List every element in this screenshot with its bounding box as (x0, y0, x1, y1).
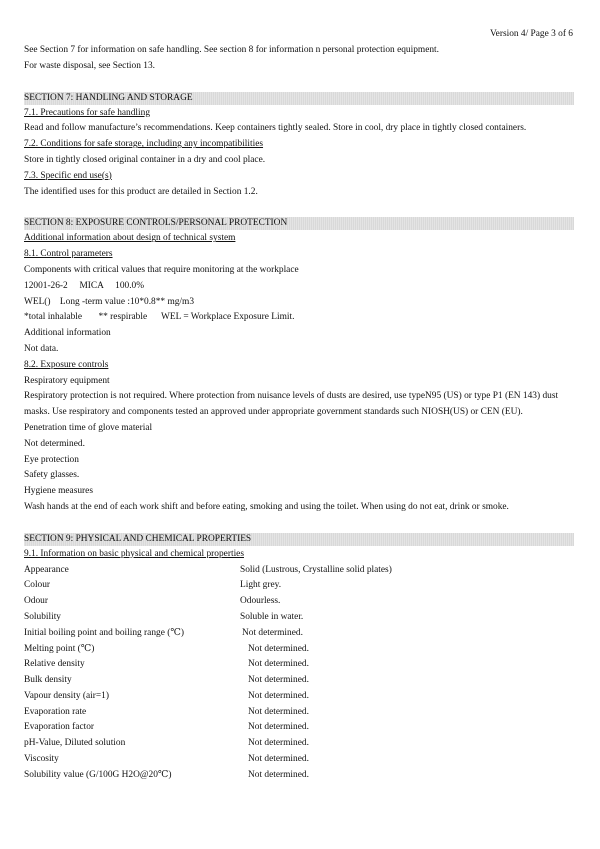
property-value: Not determined. (248, 675, 309, 686)
property-name: Evaporation factor (24, 722, 95, 733)
property-row (24, 594, 574, 610)
property-name: Melting point (℃) (24, 643, 95, 654)
property-name: Relative density (24, 659, 85, 670)
property-row (24, 752, 574, 768)
property-value: Not determined. (248, 738, 309, 749)
intro-line-2: For waste disposal, see Section 13. (24, 60, 155, 71)
document-page (24, 27, 574, 784)
property-row (24, 563, 574, 579)
glove-label: Penetration time of glove material (24, 422, 153, 433)
property-value: Soluble in water. (240, 611, 304, 622)
wel-line: WEL() Long -term value :10*0.8** mg/m3 (24, 296, 195, 307)
property-row (24, 610, 574, 626)
components-text: Components with critical values that require monitoring at the workplace (24, 264, 299, 275)
subsection-7-1-text: Read and follow manufacture’s recommendations. Keep containers tightly sealed. Store in cool, dry place in tightly closed containers. (24, 123, 527, 134)
property-value: Not determined. (248, 769, 309, 780)
subsection-7-2-heading: 7.2. Conditions for safe storage, including any incompatibilities (24, 139, 264, 150)
property-value: Not determined. (242, 627, 303, 638)
subsection-7-1-heading: 7.1. Precautions for safe handling (24, 107, 151, 118)
property-row (24, 736, 574, 752)
respiratory-equipment-text: Respiratory protection is not required. Where protection from nuisance levels of dusts are desired, use typeN95 (US) or type P1 (EN 143) dust masks. Use respiratory and components tested an approved under appropriate government standards such NIOSH(US) or CEN (EU). (24, 391, 559, 418)
additional-info-label: Additional information (24, 328, 111, 339)
subsection-7-3-heading: 7.3. Specific end use(s) (24, 170, 112, 181)
property-name: Vapour density (air=1) (24, 690, 109, 701)
technical-design-heading: Additional information about design of technical system (24, 233, 236, 244)
property-row (24, 768, 574, 784)
property-row (24, 578, 574, 594)
section-9-header: SECTION 9: PHYSICAL AND CHEMICAL PROPERTIES (24, 533, 574, 546)
eye-protection-value: Safety glasses. (24, 470, 80, 481)
property-name: Solubility value (G/100G H2O@20℃) (24, 769, 172, 780)
property-name: Evaporation rate (24, 706, 87, 717)
property-value: Light grey. (240, 580, 282, 591)
property-row (24, 642, 574, 658)
property-row (24, 673, 574, 689)
subsection-9-1-heading: 9.1. Information on basic physical and chemical properties (24, 548, 244, 559)
respiratory-equipment-label: Respiratory equipment (24, 375, 110, 386)
property-row (24, 705, 574, 721)
properties-table (24, 563, 574, 784)
legend-line: *total inhalable ** respirable WEL = Workplace Exposure Limit. (24, 312, 295, 323)
property-name: Solubility (24, 611, 61, 622)
property-row (24, 720, 574, 736)
property-value: Not determined. (248, 706, 309, 717)
property-name: Colour (24, 580, 51, 591)
property-name: Viscosity (24, 754, 59, 765)
property-value: Not determined. (248, 643, 309, 654)
property-value: Solid (Lustrous, Crystalline solid plates) (240, 564, 392, 575)
property-name: Appearance (24, 564, 69, 575)
hygiene-label: Hygiene measures (24, 486, 93, 497)
subsection-8-1-heading: 8.1. Control parameters (24, 249, 113, 260)
additional-info-value: Not data. (24, 343, 59, 354)
intro-line-1: See Section 7 for information on safe handling. See section 8 for information n personal protection equipment. (24, 45, 439, 55)
property-row (24, 657, 574, 673)
property-row (24, 626, 574, 642)
glove-value: Not determined. (24, 438, 85, 449)
property-name: pH-Value, Diluted solution (24, 738, 126, 749)
property-row (24, 689, 574, 705)
property-name: Bulk density (24, 675, 72, 686)
subsection-7-2-text: Store in tightly closed original container in a dry and cool place. (24, 154, 266, 165)
eye-protection-label: Eye protection (24, 454, 79, 465)
section-8-header: SECTION 8: EXPOSURE CONTROLS/PERSONAL PROTECTION (24, 217, 574, 230)
cas-line: 12001-26-2 MICA 100.0% (24, 280, 145, 291)
property-name: Initial boiling point and boiling range (℃) (24, 627, 184, 638)
hygiene-value: Wash hands at the end of each work shift and before eating, smoking and using the toilet. When using do not eat, drink or smoke. (24, 501, 509, 512)
subsection-8-2-heading: 8.2. Exposure controls (24, 359, 109, 370)
property-value: Not determined. (248, 690, 309, 701)
property-value: Not determined. (248, 722, 309, 733)
property-value: Not determined. (248, 754, 309, 765)
section-7-header: SECTION 7: HANDLING AND STORAGE (24, 92, 574, 105)
property-value: Not determined. (248, 659, 309, 670)
property-name: Odour (24, 596, 48, 607)
property-value: Odourless. (240, 596, 281, 607)
subsection-7-3-text: The identified uses for this product are detailed in Section 1.2. (24, 186, 258, 197)
page-version: Version 4/ Page 3 of 6 (489, 29, 573, 39)
